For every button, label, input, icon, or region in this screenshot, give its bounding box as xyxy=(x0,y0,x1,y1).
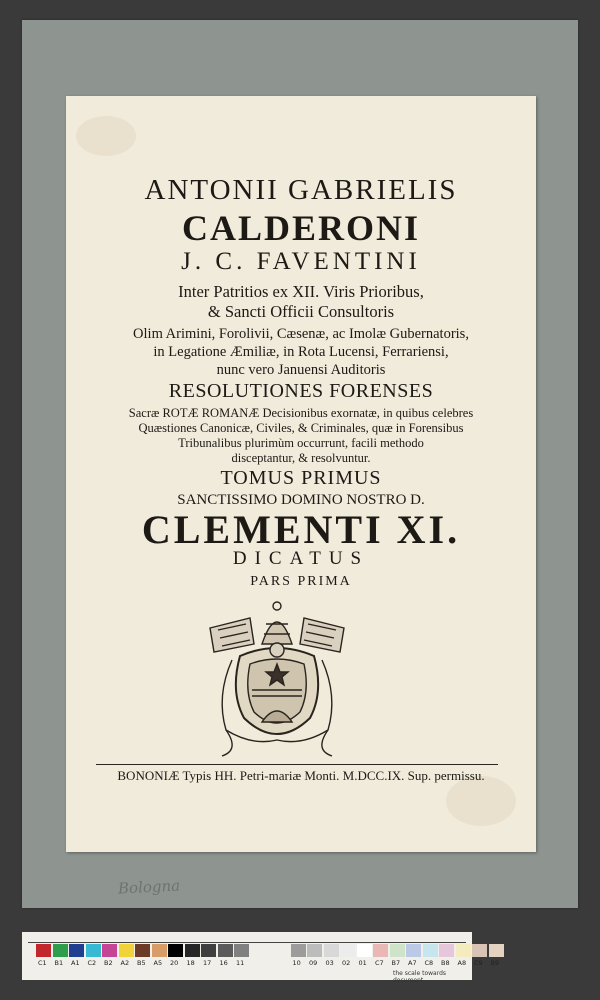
imprint-rule xyxy=(96,764,498,765)
color-swatch xyxy=(340,944,355,957)
color-swatch-label: A2 xyxy=(120,959,130,967)
volume-label: TOMUS PRIMUS xyxy=(220,467,382,489)
color-swatch-label: 20 xyxy=(170,959,179,967)
author-origin: J. C. FAVENTINI xyxy=(181,248,421,275)
description-line-2: Quæstiones Canonicæ, Civiles, & Criminales, quæ in Forensibus xyxy=(138,421,464,435)
color-swatch-label: B1 xyxy=(54,959,64,967)
color-swatch xyxy=(152,944,167,957)
color-swatch xyxy=(69,944,84,957)
color-swatch xyxy=(357,944,372,957)
color-swatch-label: A7 xyxy=(408,959,417,967)
color-swatch-label: C8 xyxy=(424,959,434,967)
color-swatch xyxy=(86,944,101,957)
color-swatch-label: 02 xyxy=(342,959,351,967)
pope-name: CLEMENTI XI. xyxy=(141,507,461,552)
color-swatch xyxy=(36,944,51,957)
office-line-1: Inter Patritios ex XII. Viris Prioribus, xyxy=(178,282,424,301)
dedication-line: SANCTISSIMO DOMINO NOSTRO D. xyxy=(177,492,425,508)
office-line-2: & Sancti Officii Consultoris xyxy=(207,302,395,321)
office-line-3: Olim Arimini, Forolivii, Cæsenæ, ac Imolæ Gubernatoris, xyxy=(133,326,469,342)
color-swatch xyxy=(307,944,322,957)
papal-coat-of-arms xyxy=(192,600,362,758)
color-swatch-label: B7 xyxy=(391,959,401,967)
color-swatch-label: C1 xyxy=(38,959,47,967)
description-line-1: Sacræ ROTÆ ROMANÆ Decisionibus exornatæ, in quibus celebres xyxy=(128,406,474,420)
imprint-line: BONONIÆ Typis HH. Petri-mariæ Monti. M.DCC.IX. Sup. permissu. xyxy=(117,768,485,783)
color-swatch xyxy=(102,944,117,957)
color-swatch-label: B8 xyxy=(441,959,450,967)
color-swatch-label: 09 xyxy=(309,959,318,967)
color-swatch-label: 11 xyxy=(236,959,245,967)
color-swatch xyxy=(423,944,438,957)
author-surname: CALDERONI xyxy=(181,208,421,248)
color-swatch xyxy=(119,944,134,957)
paper-stain xyxy=(76,116,136,156)
color-swatch xyxy=(456,944,471,957)
dicatus-label: DICATUS xyxy=(232,548,370,569)
color-swatch-label: C7 xyxy=(375,959,384,967)
description-line-3: Tribunalibus plurimùm occurrunt, facili methodo xyxy=(178,436,424,450)
color-swatch xyxy=(201,944,216,957)
office-line-4: in Legatione Æmiliæ, in Rota Lucensi, Ferrariensi, xyxy=(153,344,449,360)
color-swatch xyxy=(168,944,183,957)
color-swatch xyxy=(390,944,405,957)
color-swatch-label: A5 xyxy=(153,959,163,967)
color-swatch xyxy=(472,944,487,957)
author-forename: ANTONII GABRIELIS xyxy=(144,174,458,206)
color-swatch-label: 10 xyxy=(292,959,301,967)
title-page xyxy=(66,96,536,852)
color-swatch-label: B2 xyxy=(104,959,113,967)
color-swatch xyxy=(53,944,68,957)
color-swatch xyxy=(185,944,200,957)
description-line-4: disceptantur, & resolvuntur. xyxy=(231,451,371,465)
color-swatch-label: C2 xyxy=(87,959,97,967)
color-swatch-label: 01 xyxy=(358,959,367,967)
office-line-5: nunc vero Januensi Auditoris xyxy=(216,362,386,378)
color-swatch-label: 17 xyxy=(203,959,212,967)
color-swatch-label: 03 xyxy=(325,959,334,967)
color-swatch-label: B9 xyxy=(490,959,500,967)
color-swatch-label: C9 xyxy=(474,959,483,967)
color-swatch xyxy=(324,944,339,957)
color-swatch xyxy=(489,944,504,957)
color-swatch-label: 16 xyxy=(219,959,228,967)
scale-note: the scale towards document xyxy=(393,970,447,984)
color-swatch-label: 18 xyxy=(186,959,195,967)
scale-ruler xyxy=(28,934,466,943)
work-title: RESOLUTIONES FORENSES xyxy=(168,380,434,402)
color-swatch xyxy=(406,944,421,957)
color-swatch xyxy=(218,944,233,957)
color-calibration-target xyxy=(22,932,500,984)
color-swatch xyxy=(291,944,306,957)
color-swatch xyxy=(439,944,454,957)
color-swatch-label: A8 xyxy=(457,959,467,967)
color-swatch xyxy=(373,944,388,957)
color-swatch-label: A1 xyxy=(71,959,80,967)
pencil-note: Bologna xyxy=(117,876,181,898)
color-swatch xyxy=(135,944,150,957)
color-swatch xyxy=(234,944,249,957)
color-swatch-label: B5 xyxy=(137,959,146,967)
part-label: PARS PRIMA xyxy=(250,574,352,589)
